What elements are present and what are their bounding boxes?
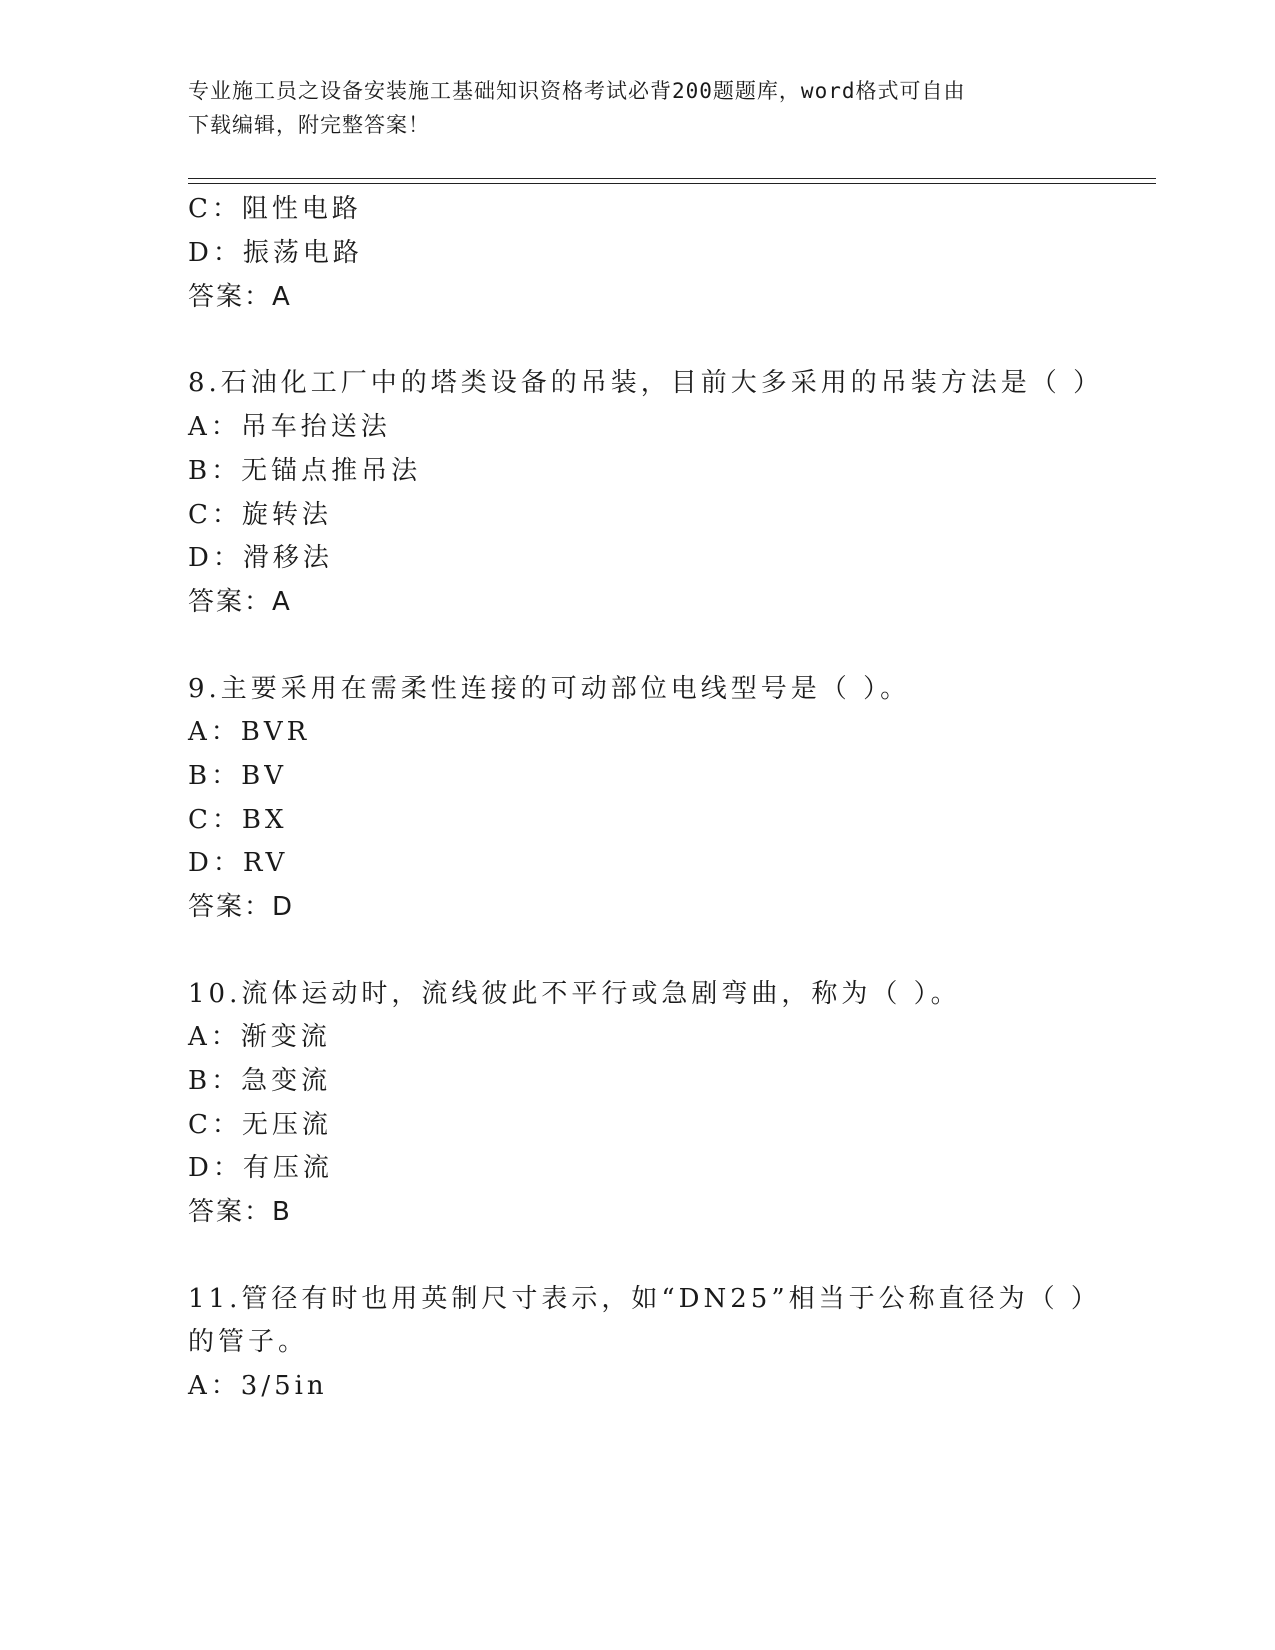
header-divider-top <box>188 178 1156 179</box>
option-a: A：渐变流 <box>188 1022 331 1052</box>
question-stem: 8.石油化工厂中的塔类设备的吊装，目前大多采用的吊装方法是（ ） <box>188 368 1104 398</box>
option-b: B：无锚点推吊法 <box>188 456 422 486</box>
header-divider-bottom <box>188 183 1156 184</box>
answer-line: 答案：A <box>188 282 292 312</box>
header-line-1: 专业施工员之设备安装施工基础知识资格考试必背200题题库，word格式可自由 <box>188 79 966 103</box>
option-c: C：阻性电路 <box>188 194 362 224</box>
question-stem-continued: 的管子。 <box>188 1327 309 1357</box>
question-stem: 9.主要采用在需柔性连接的可动部位电线型号是（ ）。 <box>188 674 911 704</box>
option-c: C：旋转法 <box>188 500 332 530</box>
option-a: A：BVR <box>188 717 311 747</box>
option-d: D：滑移法 <box>188 543 333 573</box>
option-c: C：BX <box>188 805 288 835</box>
answer-line: 答案：A <box>188 587 292 617</box>
question-stem: 10.流体运动时，流线彼此不平行或急剧弯曲，称为（ ）。 <box>188 979 961 1009</box>
header-line-2: 下载编辑，附完整答案！ <box>188 113 430 137</box>
option-a: A：3/5in <box>188 1371 328 1401</box>
option-b: B：急变流 <box>188 1066 332 1096</box>
document-header <box>188 74 1068 142</box>
option-d: D：振荡电路 <box>188 238 363 268</box>
option-d: D：有压流 <box>188 1153 333 1183</box>
answer-line: 答案：D <box>188 892 295 922</box>
option-b: B：BV <box>188 761 287 791</box>
option-a: A：吊车抬送法 <box>188 412 391 442</box>
option-d: D：RV <box>188 848 289 878</box>
question-stem: 11.管径有时也用英制尺寸表示，如“DN25”相当于公称直径为（ ） <box>188 1284 1101 1314</box>
option-c: C：无压流 <box>188 1110 332 1140</box>
answer-line: 答案：B <box>188 1197 292 1227</box>
